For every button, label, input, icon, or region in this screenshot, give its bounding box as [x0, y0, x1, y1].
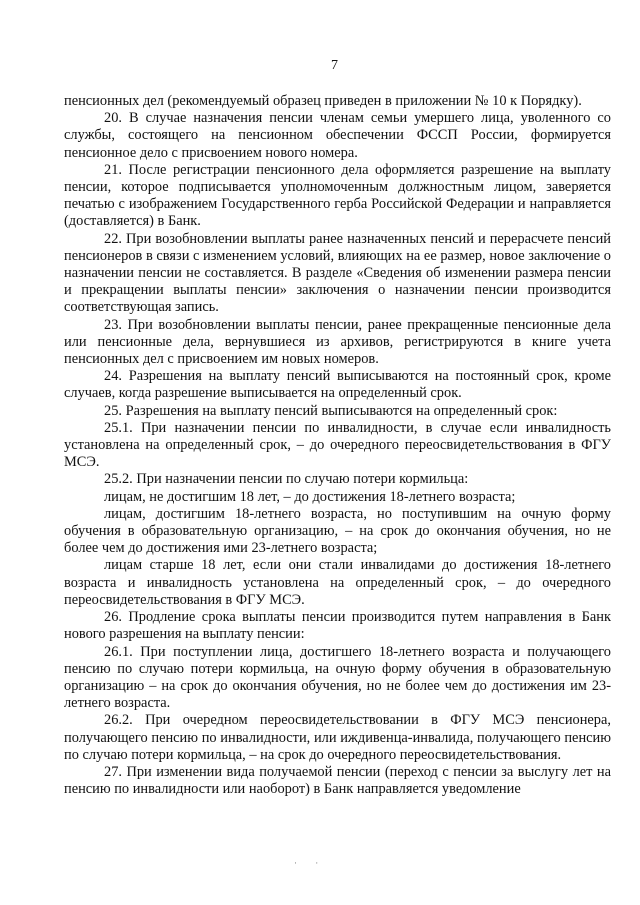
paragraph-24: 24. Разрешения на выплату пенсий выписываются на постоянный срок, кроме случаев, когда разрешение выписывается на определенный срок. [64, 368, 611, 402]
paragraph-27: 27. При изменении вида получаемой пенсии (переход с пенсии за выслугу лет на пенсию по инвалидности или наоборот) в Банк направляется уведомление [64, 763, 611, 798]
paragraph-26-1: 26.1. При поступлении лица, достигшего 18-летнего возраста и получающего пенсию по случаю потери кормильца, на очную форму обучения в образовательную организацию – на срок до окончания обучения, но не более чем до достижения им 23-летнего возраста. [64, 643, 611, 712]
page-number: 7 [331, 58, 338, 73]
scan-artifact: · · [294, 858, 327, 868]
paragraph-26: 26. Продление срока выплаты пенсии производится путем направления в Банк нового разрешения на выплату пенсии: [64, 609, 611, 643]
paragraph-25-2-item-2: лицам, достигшим 18-летнего возраста, но поступившим на очную форму обучения в образовательную организацию, – на срок до окончания обучения, но не более чем до достижения ими 23-летнего возраста; [64, 505, 611, 557]
paragraph-22: 22. При возобновлении выплаты ранее назначенных пенсий и перерасчете пенсий пенсионеров в связи с изменением условий, влияющих на ее размер, новое заключение о назначении пенсии не составляется. В разделе «Сведения об изменении размера пенсии и прекращении выплаты пенсии» заключения о назначении пенсии производится соответствующая запись. [64, 230, 611, 316]
paragraph-25-1: 25.1. При назначении пенсии по инвалидности, в случае если инвалидность установлена на определенный срок, – до очередного переосвидетельствования в ФГУ МСЭ. [64, 419, 611, 471]
paragraph-25-2-item-1: лицам, не достигшим 18 лет, – до достижения 18-летнего возраста; [104, 488, 516, 505]
paragraph-25-2-item-3: лицам старше 18 лет, если они стали инвалидами до достижения 18-летнего возраста и инвалидность установлена на определенный срок, – до очередного переосвидетельствования в ФГУ МСЭ. [64, 557, 611, 608]
paragraph-25: 25. Разрешения на выплату пенсий выписываются на определенный срок: [104, 402, 558, 419]
paragraph-20: 20. В случае назначения пенсии членам семьи умершего лица, уволенного со службы, состоящего на пенсионном обеспечении ФССП России, формируется пенсионное дело с присвоением нового номера. [64, 110, 611, 161]
paragraph-continuation: пенсионных дел (рекомендуемый образец приведен в приложении № 10 к Порядку). [64, 93, 582, 109]
paragraph-21: 21. После регистрации пенсионного дела оформляется разрешение на выплату пенсии, которое подписывается уполномоченным должностным лицом, заверяется печатью с изображением Государственного герба Российской Федерации и направляется (доставляется) в Банк. [64, 161, 611, 230]
document-body [64, 93, 611, 798]
paragraph-26-2: 26.2. При очередном переосвидетельствовании в ФГУ МСЭ пенсионера, получающего пенсию по инвалидности, или иждивенца-инвалида, получающего пенсию по случаю потери кормильца, – на срок до очередного переосвидетельствования. [64, 712, 611, 763]
paragraph-25-2: 25.2. При назначении пенсии по случаю потери кормильца: [104, 471, 469, 488]
paragraph-23: 23. При возобновлении выплаты пенсии, ранее прекращенные пенсионные дела или пенсионные дела, вернувшиеся из архивов, регистрируются в книге учета пенсионных дел с присвоением им новых номеров. [64, 316, 611, 368]
